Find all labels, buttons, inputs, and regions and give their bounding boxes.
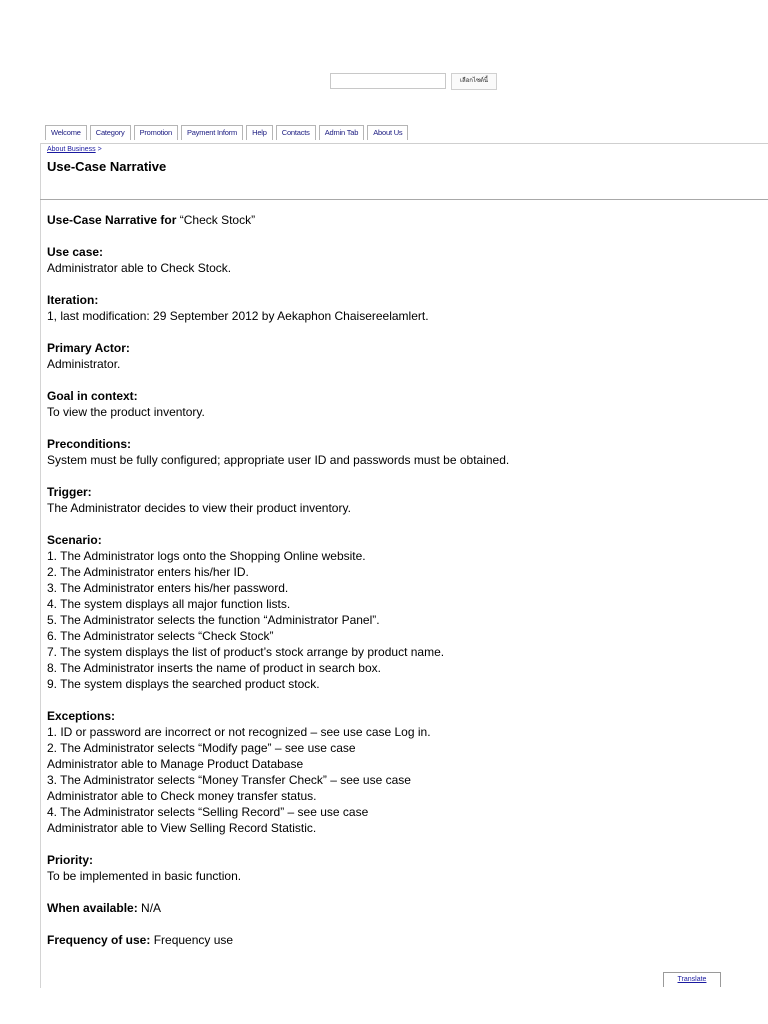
exception-line: Administrator able to Check money transfer status. xyxy=(47,789,317,803)
tab-contacts[interactable]: Contacts xyxy=(276,125,316,140)
section-scenario xyxy=(47,532,747,692)
tab-help[interactable]: Help xyxy=(246,125,273,140)
tab-about-us[interactable]: About Us xyxy=(367,125,408,140)
content-left-border xyxy=(40,143,41,988)
tab-welcome[interactable]: Welcome xyxy=(45,125,87,140)
search-input[interactable] xyxy=(330,73,446,89)
scenario-label: Scenario: xyxy=(47,533,102,547)
iteration-text: 1, last modification: 29 September 2012 by Aekaphon Chaisereelamlert. xyxy=(47,309,429,323)
section-primary-actor xyxy=(47,340,747,372)
section-preconditions xyxy=(47,436,747,468)
goal-text: To view the product inventory. xyxy=(47,405,205,419)
narrative-heading xyxy=(47,212,747,228)
primary-actor-label: Primary Actor: xyxy=(47,341,130,355)
exceptions-label: Exceptions: xyxy=(47,709,116,723)
breadcrumb-link-about-business[interactable]: About Business xyxy=(47,146,96,153)
search-button[interactable]: เลือกไซต์นี้ xyxy=(451,73,497,90)
iteration-label: Iteration: xyxy=(47,293,99,307)
primary-actor-text: Administrator. xyxy=(47,357,121,371)
section-use-case xyxy=(47,244,747,276)
section-trigger xyxy=(47,484,747,516)
scenario-step: 7. The system displays the list of product’s stock arrange by product name. xyxy=(47,645,445,659)
page-title: Use-Case Narrative xyxy=(47,159,167,174)
scenario-step: 8. The Administrator inserts the name of product in search box. xyxy=(47,661,381,675)
scenario-step: 6. The Administrator selects “Check Stock” xyxy=(47,629,274,643)
exception-line: Administrator able to Manage Product Database xyxy=(47,757,304,771)
title-divider xyxy=(40,199,768,200)
use-case-text: Administrator able to Check Stock. xyxy=(47,261,232,275)
priority-text: To be implemented in basic function. xyxy=(47,869,242,883)
exception-line: 2. The Administrator selects “Modify page” – see use case xyxy=(47,741,356,755)
section-when-available xyxy=(47,900,747,916)
scenario-step: 2. The Administrator enters his/her ID. xyxy=(47,565,249,579)
exception-line: Administrator able to View Selling Record Statistic. xyxy=(47,821,317,835)
section-frequency xyxy=(47,932,747,948)
priority-label: Priority: xyxy=(47,853,94,867)
preconditions-text: System must be fully configured; appropriate user ID and passwords must be obtained. xyxy=(47,453,510,467)
tab-category[interactable]: Category xyxy=(90,125,131,140)
scenario-step: 4. The system displays all major function lists. xyxy=(47,597,291,611)
exception-line: 1. ID or password are incorrect or not recognized – see use case Log in. xyxy=(47,725,431,739)
tab-admin[interactable]: Admin Tab xyxy=(319,125,365,140)
breadcrumb xyxy=(47,146,102,153)
exception-line: 4. The Administrator selects “Selling Record” – see use case xyxy=(47,805,369,819)
trigger-text: The Administrator decides to view their product inventory. xyxy=(47,501,351,515)
section-exceptions xyxy=(47,708,747,836)
section-priority xyxy=(47,852,747,884)
translate-link[interactable]: Translate xyxy=(677,976,707,983)
when-available-label: When available: xyxy=(47,901,138,915)
frequency-text: Frequency use xyxy=(150,933,234,947)
frequency-label: Frequency of use: xyxy=(47,933,151,947)
narrative-content xyxy=(47,212,747,964)
trigger-label: Trigger: xyxy=(47,485,92,499)
narrative-heading-label: Use-Case Narrative for xyxy=(47,213,177,227)
narrative-heading-value: “Check Stock” xyxy=(176,213,256,227)
section-iteration xyxy=(47,292,747,324)
header-divider xyxy=(40,143,768,144)
nav-tabs xyxy=(45,125,408,140)
tab-payment-inform[interactable]: Payment Inform xyxy=(181,125,243,140)
exception-line: 3. The Administrator selects “Money Transfer Check” – see use case xyxy=(47,773,411,787)
translate-widget xyxy=(663,972,721,987)
scenario-step: 1. The Administrator logs onto the Shopping Online website. xyxy=(47,549,366,563)
use-case-label: Use case: xyxy=(47,245,104,259)
section-goal xyxy=(47,388,747,420)
when-available-text: N/A xyxy=(137,901,162,915)
scenario-step: 9. The system displays the searched product stock. xyxy=(47,677,320,691)
tab-promotion[interactable]: Promotion xyxy=(134,125,178,140)
preconditions-label: Preconditions: xyxy=(47,437,132,451)
scenario-step: 5. The Administrator selects the function “Administrator Panel”. xyxy=(47,613,380,627)
breadcrumb-separator: > xyxy=(95,146,102,153)
goal-label: Goal in context: xyxy=(47,389,138,403)
scenario-step: 3. The Administrator enters his/her password. xyxy=(47,581,289,595)
